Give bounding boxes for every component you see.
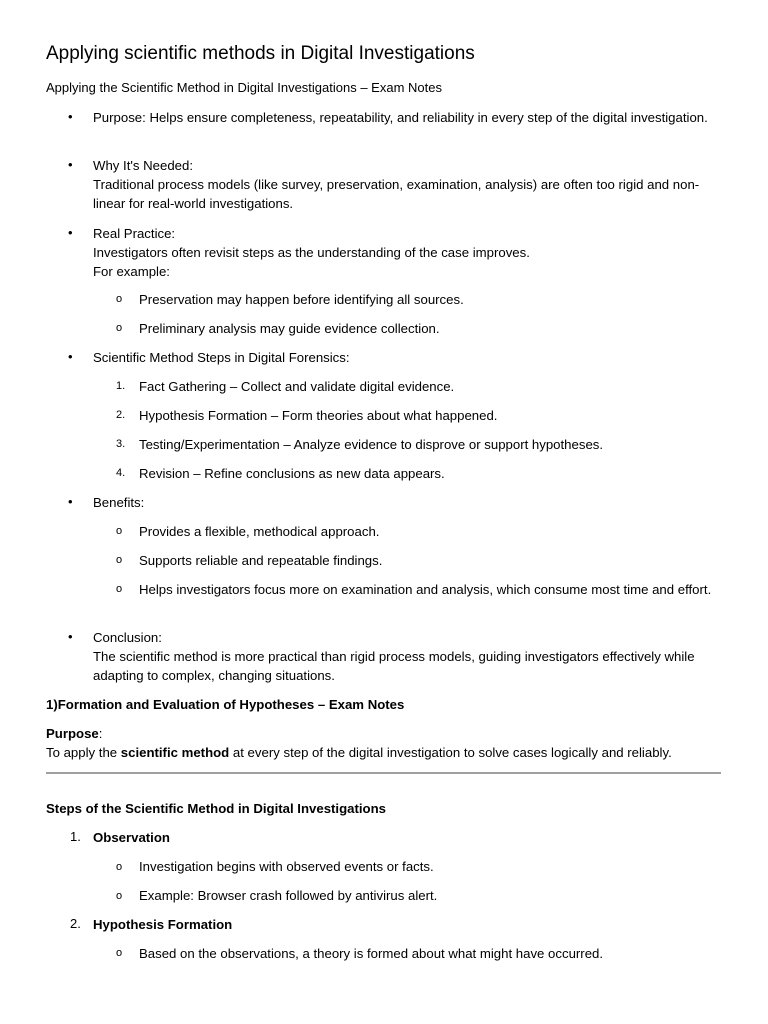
sub-bullet-marker: o xyxy=(116,322,123,334)
purpose-bold: scientific method xyxy=(120,745,230,760)
steps-heading: Steps of the Scientific Method in Digital Investigations xyxy=(46,801,386,816)
real-label: Real Practice: xyxy=(93,226,176,241)
step-number: 2. xyxy=(70,916,81,931)
step-number: 1. xyxy=(116,380,126,392)
bullet-marker: • xyxy=(68,349,73,364)
purpose-sentence xyxy=(46,743,746,762)
page-title: Applying scientific methods in Digital Investigations xyxy=(46,43,475,64)
sub-bullet-marker: o xyxy=(116,947,123,959)
observation-item: Investigation begins with observed events or facts. xyxy=(139,859,434,874)
conclusion-text: The scientific method is more practical than rigid process models, guiding investigators effectively while adapting to complex, changing situations. xyxy=(93,649,695,683)
why-text: Traditional process models (like survey, preservation, examination, analysis) are often too rigid and non-linear for real-world investigations. xyxy=(93,177,700,211)
conclusion-label: Conclusion: xyxy=(93,630,162,645)
sub-bullet-marker: o xyxy=(116,554,123,566)
step-item: Fact Gathering – Collect and validate digital evidence. xyxy=(139,379,455,394)
step-item: Hypothesis Formation – Form theories about what happened. xyxy=(139,408,498,423)
sub-bullet-marker: o xyxy=(116,890,123,902)
sub-bullet-marker: o xyxy=(116,525,123,537)
page-subtitle: Applying the Scientific Method in Digital Investigations – Exam Notes xyxy=(46,80,442,95)
step-item: Testing/Experimentation – Analyze evidence to disprove or support hypotheses. xyxy=(139,437,604,452)
bullet-marker: • xyxy=(68,225,73,240)
bullet-marker: • xyxy=(68,629,73,644)
purpose-heading xyxy=(46,724,102,743)
purpose-label: Purpose xyxy=(46,726,99,741)
step-number: 2. xyxy=(116,409,126,421)
benefit-item: Helps investigators focus more on examination and analysis, which consume most time and effort. xyxy=(139,582,712,597)
bullet-marker: • xyxy=(68,494,73,509)
step-number: 3. xyxy=(116,438,126,450)
hypothesis-item: Based on the observations, a theory is formed about what might have occurred. xyxy=(139,946,604,961)
purpose-colon: : xyxy=(98,726,103,741)
observation-item: Example: Browser crash followed by antivirus alert. xyxy=(139,888,438,903)
hypothesis-label: Hypothesis Formation xyxy=(93,917,233,932)
step-number: 1. xyxy=(70,829,81,844)
benefit-item: Supports reliable and repeatable findings. xyxy=(139,553,383,568)
section-heading: 1)Formation and Evaluation of Hypotheses – Exam Notes xyxy=(46,697,405,712)
benefit-item: Provides a flexible, methodical approach. xyxy=(139,524,380,539)
purpose-pre: To apply the xyxy=(46,745,121,760)
purpose-text: Purpose: Helps ensure completeness, repeatability, and reliability in every step of the digital investigation. xyxy=(93,110,708,125)
purpose-post: at every step of the digital investigation to solve cases logically and reliably. xyxy=(229,745,672,760)
horizontal-rule xyxy=(46,772,721,774)
benefits-label: Benefits: xyxy=(93,495,145,510)
real-example: For example: xyxy=(93,264,170,279)
why-label: Why It's Needed: xyxy=(93,158,194,173)
real-sub-item: Preliminary analysis may guide evidence collection. xyxy=(139,321,440,336)
step-number: 4. xyxy=(116,467,126,479)
steps-label: Scientific Method Steps in Digital Forensics: xyxy=(93,350,350,365)
observation-label: Observation xyxy=(93,830,170,845)
sub-bullet-marker: o xyxy=(116,583,123,595)
real-sub-item: Preservation may happen before identifying all sources. xyxy=(139,292,464,307)
bullet-marker: • xyxy=(68,109,73,124)
sub-bullet-marker: o xyxy=(116,861,123,873)
real-text: Investigators often revisit steps as the understanding of the case improves. xyxy=(93,245,530,260)
step-item: Revision – Refine conclusions as new data appears. xyxy=(139,466,445,481)
sub-bullet-marker: o xyxy=(116,293,123,305)
bullet-marker: • xyxy=(68,157,73,172)
